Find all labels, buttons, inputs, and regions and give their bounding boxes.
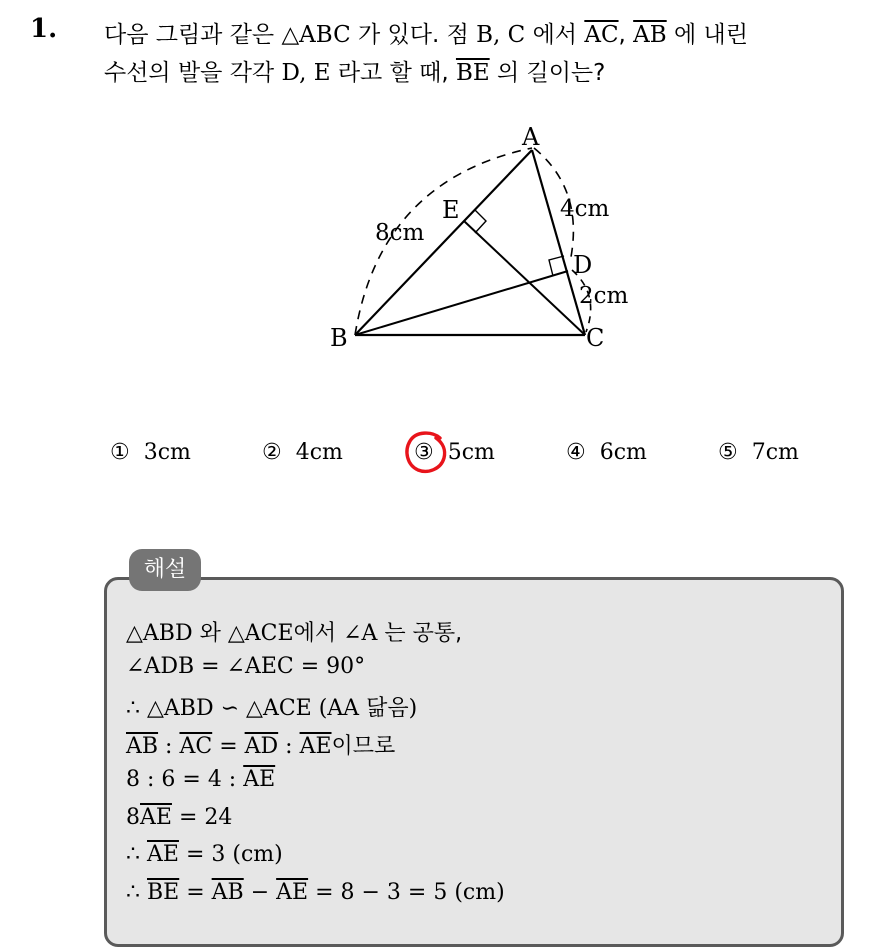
solution-line-2: ∠ADB = ∠AEC = 90° bbox=[126, 654, 366, 679]
question-text-line-2: 수선의 발을 각각 D, E 라고 할 때, $\overline{BE}$ 의 길이는? bbox=[104, 60, 606, 86]
answer-circle-mark bbox=[403, 429, 449, 475]
length-ad: 4cm bbox=[560, 196, 610, 222]
solution-line-7: ∴ $\overline{AE} = 3$ (cm) bbox=[126, 842, 283, 867]
question-text-line-1: 다음 그림과 같은 △ABC 가 있다. 점 B, C 에서 $\overline{AC}$, $\overline{AB}$ 에 내린 bbox=[104, 22, 748, 48]
triangle-figure bbox=[300, 110, 660, 370]
solution-line-6: $8\overline{AE} = 24$ bbox=[126, 805, 233, 830]
solution-tab: 해설 bbox=[129, 549, 201, 591]
segment-ce bbox=[464, 221, 585, 335]
choice-3[interactable]: ③ 5cm bbox=[414, 440, 495, 465]
solution-line-5: 8 : 6 = 4 : $\overline{AE}$ bbox=[126, 767, 276, 792]
label-a: A bbox=[522, 123, 540, 151]
right-angle-mark-e bbox=[475, 210, 486, 233]
solution-line-4: $\overline{AB}$ : $\overline{AC} = \overline{AD}$ : $\overline{AE}$이므로 bbox=[126, 734, 396, 759]
solution-line-8: ∴ $\overline{BE} = \overline{AB} - \overline{AE} = 8 - 3 = 5$ (cm) bbox=[126, 880, 505, 905]
choice-5[interactable]: ⑤ 7cm bbox=[718, 440, 799, 465]
label-c: C bbox=[586, 324, 605, 352]
length-dc: 2cm bbox=[579, 283, 629, 309]
choice-2[interactable]: ② 4cm bbox=[262, 440, 343, 465]
label-e: E bbox=[442, 196, 460, 224]
side-ac bbox=[532, 150, 585, 335]
solution-line-3: ∴ △ABD ∽ △ACE (AA 닮음) bbox=[126, 696, 418, 721]
length-ab: 8cm bbox=[375, 220, 425, 246]
question-number: 1. bbox=[30, 14, 58, 44]
label-b: B bbox=[330, 324, 348, 352]
label-d: D bbox=[573, 251, 593, 279]
choice-1[interactable]: ① 3cm bbox=[110, 440, 191, 465]
solution-line-1: △ABD 와 △ACE에서 ∠A 는 공통, bbox=[126, 621, 463, 646]
choice-4[interactable]: ④ 6cm bbox=[566, 440, 647, 465]
